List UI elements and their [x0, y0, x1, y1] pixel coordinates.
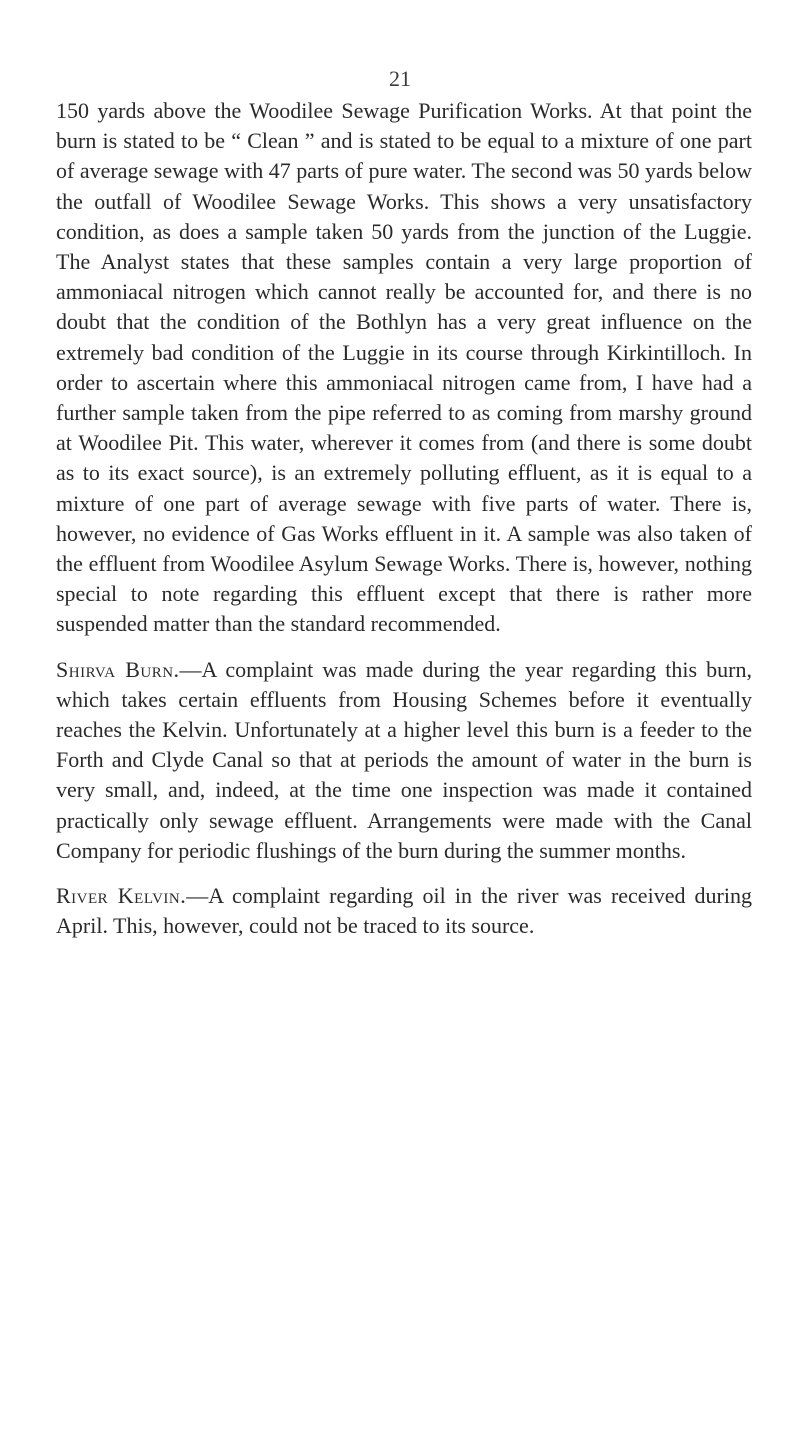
paragraph-shirva-burn — [56, 655, 752, 866]
section-heading-river-kelvin: River Kelvin. — [56, 883, 187, 909]
paragraph-river-kelvin — [56, 881, 752, 941]
paragraph-bothlyn-samples — [56, 96, 752, 640]
section-heading-shirva-burn: Shirva Burn. — [56, 656, 180, 682]
paragraph-text: —A complaint regarding oil in the river was received during April. This, however, could not be traced to its source. — [56, 883, 752, 939]
body-text — [56, 96, 752, 941]
paragraph-text: —A complaint was made during the year regarding this burn, which takes certain effluents from Housing Schemes before it eventually reaches the Kelvin. Unfortunately at a higher level this burn is a feeder to the Forth and Clyde Canal so that at periods the amount of water in the burn is very small, and, indeed, at the time one inspection was made it contained practically only sewage effluent. Arrangements were made with the Canal Company for periodic flushings of the burn during the summer months. — [56, 656, 752, 863]
page-number: 21 — [389, 66, 411, 91]
paragraph-text: 150 yards above the Woodilee Sewage Purification Works. At that point the burn is stated to be “ Clean ” and is stated to be equal to a mixture of one part of average sewage with 47 parts of pure water. The second was 50 yards below the outfall of Woodilee Sewage Works. This shows a very unsatisfactory condition, as does a sample taken 50 yards from the junction of the Luggie. The Analyst states that these samples contain a very large proportion of ammoniacal nitrogen which cannot really be accounted for, and there is no doubt that the condition of the Bothlyn has a very great influence on the extremely bad condition of the Luggie in its course through Kirkintilloch. In order to ascertain where this ammoniacal nitrogen came from, I have had a further sample taken from the pipe referred to as coming from marshy ground at Woodilee Pit. This water, wherever it comes from (and there is some doubt as to its exact source), is an extremely polluting effluent, as it is equal to a mixture of one part of average sewage with five parts of water. There is, however, no evidence of Gas Works effluent in it. A sample was also taken of the effluent from Woodilee Asylum Sewage Works. There is, however, nothing special to note regarding this effluent except that there is rather more suspended matter than the standard recommended. — [56, 98, 752, 637]
